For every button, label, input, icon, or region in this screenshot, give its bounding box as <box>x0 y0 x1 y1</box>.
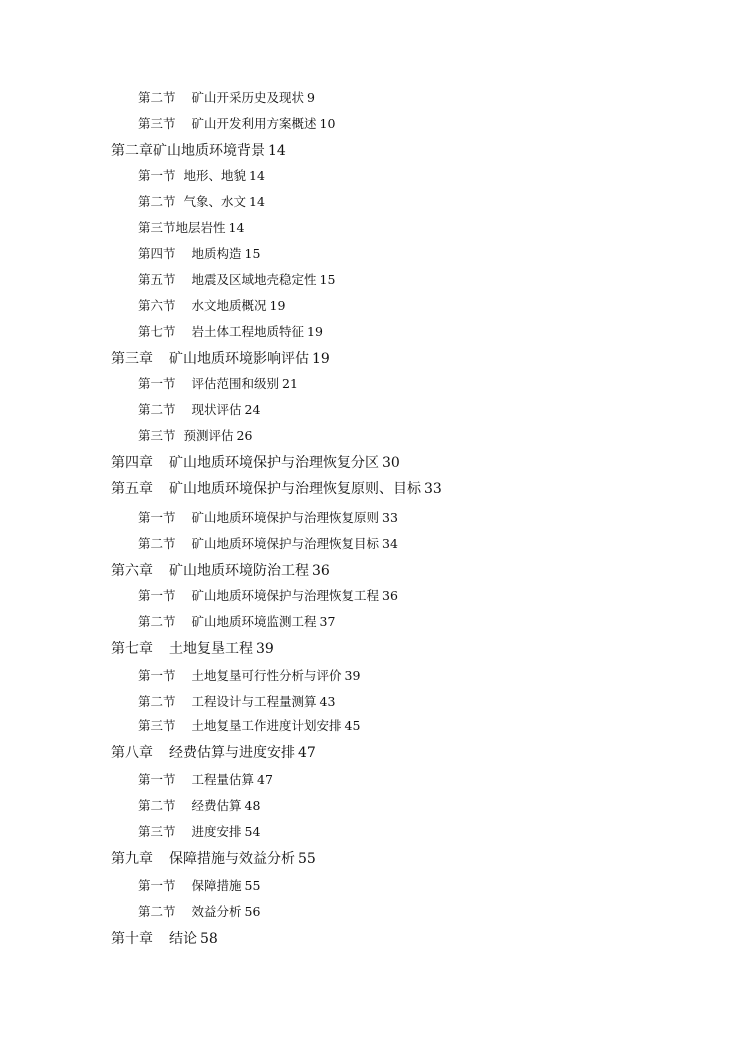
toc-entry-page-number: 33 <box>382 510 398 525</box>
toc-entry-label: 第三节 <box>138 116 176 131</box>
toc-entry-page-number: 19 <box>307 324 323 339</box>
toc-section-entry <box>138 92 315 105</box>
toc-entry-page-number: 14 <box>228 220 245 235</box>
toc-entry-title: 经费估算与进度安排 <box>169 745 295 761</box>
toc-chapter-entry <box>111 144 286 158</box>
toc-entry-title: 矿山地质环境保护与治理恢复分区 <box>169 455 379 471</box>
toc-section-entry <box>138 826 260 839</box>
toc-entry-title: 土地复垦可行性分析与评价 <box>191 668 342 683</box>
toc-entry-label: 第三章 <box>111 351 153 367</box>
toc-entry-title: 矿山地质环境保护与治理恢复工程 <box>191 588 380 603</box>
toc-entry-page-number: 45 <box>344 718 361 733</box>
toc-entry-page-number: 19 <box>269 298 286 313</box>
toc-entry-label: 第二节 <box>138 614 176 629</box>
toc-entry-title: 矿山地质环境保护与治理恢复原则 <box>191 510 380 525</box>
toc-entry-page-number: 14 <box>249 168 265 183</box>
toc-entry-page-number: 21 <box>282 376 298 391</box>
toc-entry-label: 第二节 <box>138 90 176 105</box>
toc-entry-title: 效益分析 <box>191 904 242 919</box>
toc-entry-title: 地震及区域地壳稳定性 <box>191 272 317 287</box>
toc-entry-label: 第一节 <box>138 588 176 603</box>
toc-entry-label: 第九章 <box>111 851 153 867</box>
toc-entry-label: 第一节 <box>138 510 176 525</box>
toc-entry-page-number: 56 <box>244 904 261 919</box>
toc-entry-title: 经费估算 <box>191 798 242 813</box>
toc-entry-title: 矿山地质环境背景 <box>153 143 265 159</box>
toc-entry-label: 第六章 <box>111 563 153 579</box>
toc-entry-title: 矿山地质环境防治工程 <box>169 563 309 579</box>
toc-entry-title: 预测评估 <box>183 428 234 443</box>
toc-section-entry <box>138 800 260 813</box>
toc-entry-title: 进度安排 <box>191 824 242 839</box>
toc-entry-title: 矿山开采历史及现状 <box>191 90 305 105</box>
toc-entry-label: 第八章 <box>111 745 153 761</box>
toc-entry-page-number: 55 <box>298 851 316 867</box>
toc-entry-title: 矿山地质环境影响评估 <box>169 351 309 367</box>
toc-entry-page-number: 10 <box>319 116 336 131</box>
toc-section-entry <box>138 222 244 235</box>
toc-chapter-entry <box>111 456 400 470</box>
toc-entry-page-number: 58 <box>200 931 218 947</box>
toc-section-entry <box>138 906 260 919</box>
toc-entry-title: 工程设计与工程量测算 <box>191 694 317 709</box>
toc-section-entry <box>138 696 335 709</box>
toc-chapter-entry <box>111 482 442 496</box>
toc-chapter-entry <box>111 352 330 366</box>
toc-entry-title: 地质构造 <box>191 246 242 261</box>
toc-entry-page-number: 36 <box>312 563 330 579</box>
toc-entry-page-number: 39 <box>344 668 361 683</box>
toc-entry-label: 第六节 <box>138 298 176 313</box>
toc-entry-title: 工程量估算 <box>191 772 255 787</box>
toc-section-entry <box>138 590 398 603</box>
toc-entry-page-number: 19 <box>312 351 330 367</box>
toc-entry-label: 第二节 <box>138 694 176 709</box>
toc-section-entry <box>138 430 252 443</box>
toc-entry-page-number: 48 <box>244 798 261 813</box>
toc-entry-label: 第二节 <box>138 536 176 551</box>
toc-entry-page-number: 14 <box>249 194 265 209</box>
toc-entry-label: 第五节 <box>138 272 176 287</box>
toc-entry-label: 第三节 <box>138 428 176 443</box>
toc-entry-label: 第七节 <box>138 324 176 339</box>
toc-entry-page-number: 14 <box>268 143 286 159</box>
toc-chapter-entry <box>111 932 218 946</box>
toc-entry-title: 地层岩性 <box>175 220 226 235</box>
toc-entry-title: 土地复垦工程 <box>169 641 253 657</box>
toc-entry-label: 第一节 <box>138 878 176 893</box>
toc-entry-page-number: 54 <box>244 824 261 839</box>
toc-entry-title: 水文地质概况 <box>191 298 267 313</box>
toc-entry-title: 矿山地质环境保护与治理恢复目标 <box>191 536 380 551</box>
toc-entry-page-number: 37 <box>319 614 336 629</box>
toc-chapter-entry <box>111 852 316 866</box>
toc-entry-title: 岩土体工程地质特征 <box>191 324 305 339</box>
toc-entry-label: 第三节 <box>138 824 176 839</box>
toc-entry-title: 保障措施与效益分析 <box>169 851 295 867</box>
toc-entry-label: 第二节 <box>138 798 176 813</box>
toc-entry-page-number: 34 <box>382 536 398 551</box>
toc-entry-page-number: 24 <box>244 402 261 417</box>
toc-entry-label: 第二章 <box>111 143 153 159</box>
toc-entry-title: 矿山地质环境保护与治理恢复原则、目标 <box>169 481 421 497</box>
toc-entry-title: 矿山地质环境监测工程 <box>191 614 317 629</box>
toc-section-entry <box>138 274 335 287</box>
toc-entry-label: 第一节 <box>138 168 176 183</box>
toc-entry-title: 气象、水文 <box>183 194 247 209</box>
toc-section-entry <box>138 326 323 339</box>
toc-entry-page-number: 47 <box>257 772 273 787</box>
toc-entry-page-number: 15 <box>319 272 336 287</box>
toc-entry-label: 第七章 <box>111 641 153 657</box>
toc-entry-page-number: 47 <box>298 745 316 761</box>
toc-entry-label: 第四章 <box>111 455 153 471</box>
toc-entry-title: 评估范围和级别 <box>191 376 280 391</box>
toc-section-entry <box>138 118 335 131</box>
toc-section-entry <box>138 538 398 551</box>
toc-section-entry <box>138 378 298 391</box>
toc-section-entry <box>138 512 398 525</box>
toc-entry-title: 矿山开发利用方案概述 <box>191 116 317 131</box>
toc-section-entry <box>138 300 285 313</box>
toc-entry-page-number: 39 <box>256 641 274 657</box>
toc-entry-page-number: 26 <box>236 428 253 443</box>
toc-section-entry <box>138 880 260 893</box>
toc-section-entry <box>138 720 360 733</box>
toc-entry-label: 第二节 <box>138 194 176 209</box>
toc-entry-title: 地形、地貌 <box>183 168 247 183</box>
toc-entry-page-number: 30 <box>382 455 400 471</box>
toc-entry-page-number: 9 <box>307 90 315 105</box>
toc-chapter-entry <box>111 642 274 656</box>
toc-section-entry <box>138 774 273 787</box>
toc-entry-title: 结论 <box>169 931 197 947</box>
toc-entry-label: 第一节 <box>138 376 176 391</box>
toc-section-entry <box>138 248 260 261</box>
toc-entry-page-number: 36 <box>382 588 398 603</box>
toc-entry-title: 保障措施 <box>191 878 242 893</box>
toc-entry-label: 第五章 <box>111 481 153 497</box>
toc-section-entry <box>138 404 260 417</box>
toc-entry-page-number: 43 <box>319 694 336 709</box>
toc-section-entry <box>138 170 265 183</box>
toc-entry-label: 第三节 <box>138 718 176 733</box>
toc-entry-label: 第二节 <box>138 904 176 919</box>
toc-entry-title: 现状评估 <box>191 402 242 417</box>
toc-section-entry <box>138 670 360 683</box>
toc-entry-page-number: 15 <box>244 246 261 261</box>
toc-section-entry <box>138 616 335 629</box>
toc-entry-label: 第一节 <box>138 668 176 683</box>
toc-entry-label: 第十章 <box>111 931 153 947</box>
toc-entry-title: 土地复垦工作进度计划安排 <box>191 718 342 733</box>
toc-entry-label: 第四节 <box>138 246 176 261</box>
toc-entry-page-number: 55 <box>244 878 261 893</box>
toc-chapter-entry <box>111 564 330 578</box>
toc-section-entry <box>138 196 265 209</box>
toc-entry-label: 第二节 <box>138 402 176 417</box>
toc-entry-label: 第一节 <box>138 772 176 787</box>
toc-chapter-entry <box>111 746 316 760</box>
toc-entry-label: 第三节 <box>138 220 176 235</box>
toc-entry-page-number: 33 <box>424 481 442 497</box>
